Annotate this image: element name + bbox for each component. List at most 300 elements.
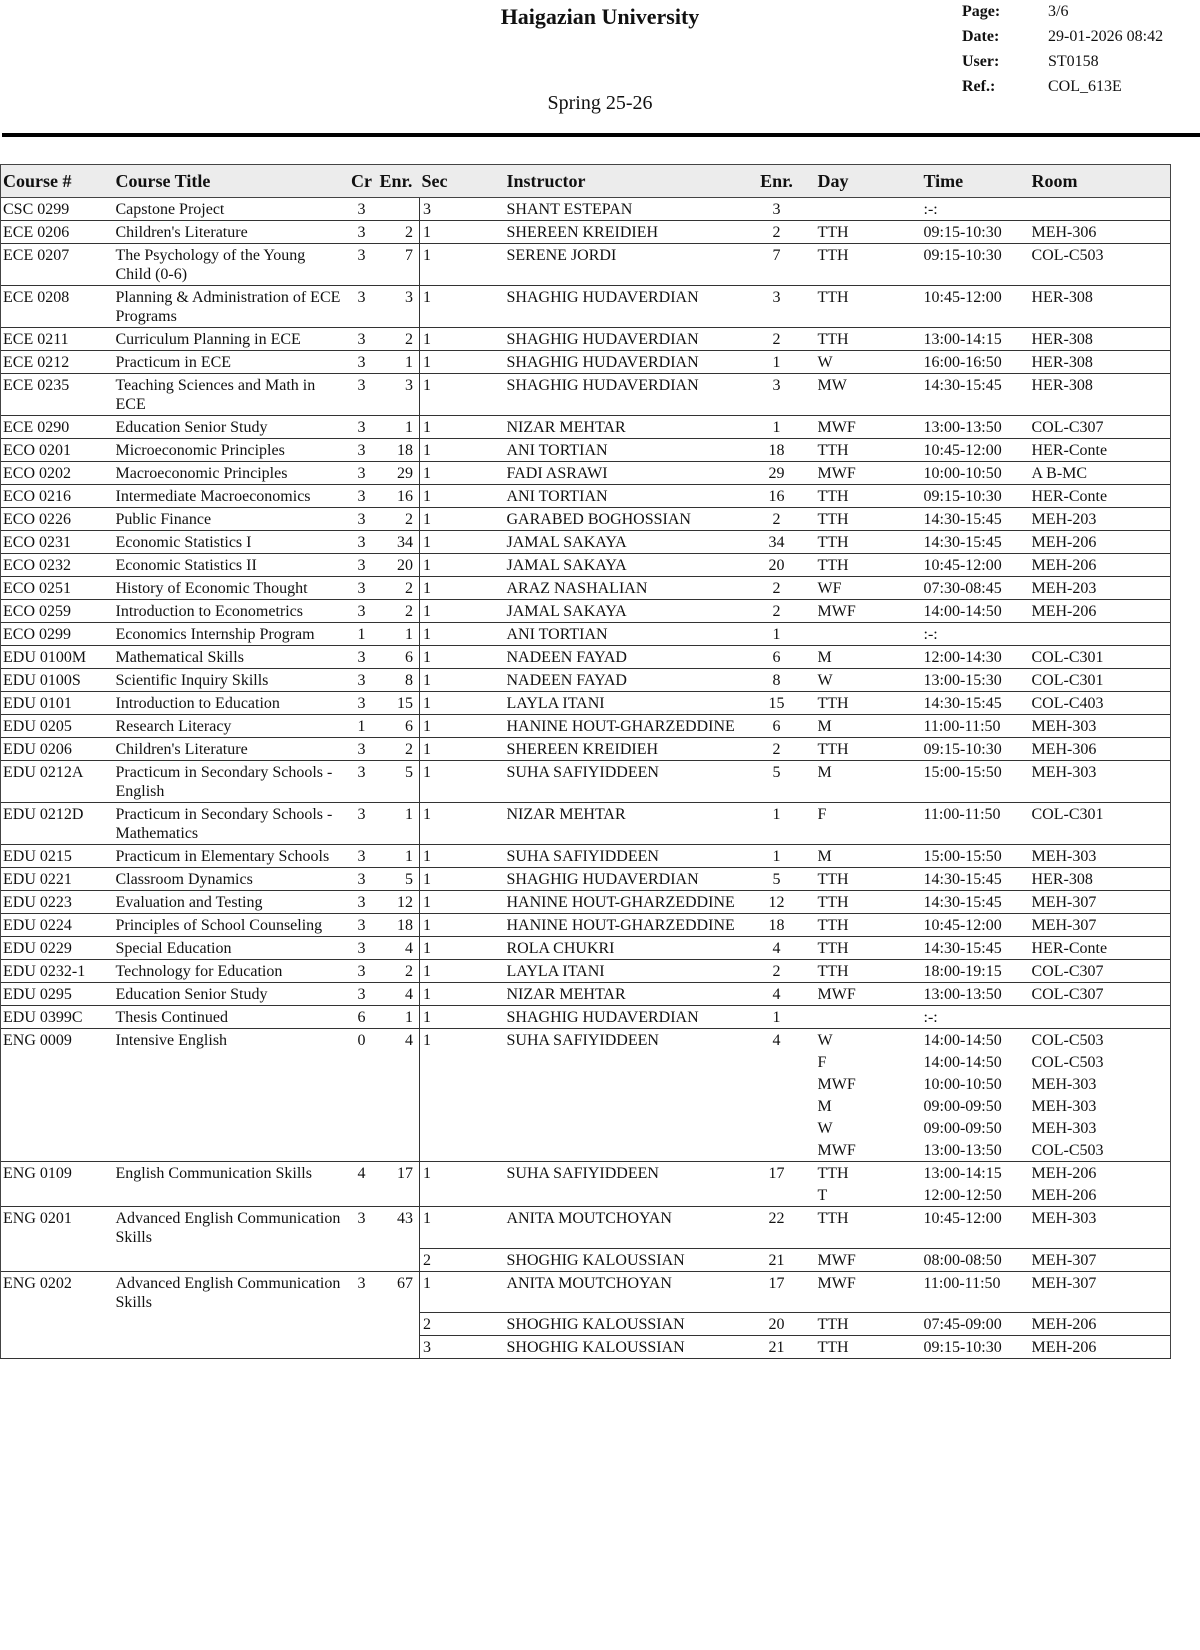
course-title: Intermediate Macroeconomics: [114, 485, 346, 508]
table-row: [1, 692, 1171, 715]
instructor-name: SHOGHIG KALOUSSIAN: [505, 1248, 738, 1271]
total-enrollment: 2: [378, 577, 420, 600]
meeting-day: MWF: [816, 462, 922, 485]
section-enrollment: 6: [738, 646, 816, 669]
section-enrollment: 4: [738, 1029, 816, 1052]
table-row: [1, 803, 1171, 845]
course-title: Classroom Dynamics: [114, 868, 346, 891]
credits: 3: [346, 374, 378, 416]
course-title: The Psychology of the Young Child (0-6): [114, 244, 346, 286]
total-enrollment: 3: [378, 286, 420, 328]
col-header-day: Day: [816, 165, 922, 198]
meeting-room: MEH-303: [1030, 715, 1171, 738]
credits: 3: [346, 508, 378, 531]
meeting-day: W: [817, 1120, 833, 1137]
meeting-room: HER-Conte: [1030, 937, 1171, 960]
meeting-time: 14:30-15:45: [922, 508, 1030, 531]
section-enrollment: 21: [738, 1336, 816, 1359]
total-enrollment: 34: [378, 531, 420, 554]
instructor-name: SHAGHIG HUDAVERDIAN: [505, 351, 738, 374]
meeting-day: TTH: [816, 1313, 922, 1336]
course-code: [1, 1248, 114, 1271]
meeting-day: TTH: [816, 328, 922, 351]
meeting-room: COL-C301: [1030, 646, 1171, 669]
instructor-name: SUHA SAFIYIDDEEN: [505, 1162, 738, 1185]
course-code: EDU 0212D: [1, 803, 114, 845]
meeting-time: 10:00-10:50: [922, 462, 1030, 485]
total-enrollment: [378, 1095, 420, 1117]
meeting-time: 14:30-15:45: [922, 937, 1030, 960]
col-header-section: Sec: [420, 165, 505, 198]
meeting-time: 07:45-09:00: [922, 1313, 1030, 1336]
section-number: [420, 1139, 505, 1162]
table-row: [1, 738, 1171, 761]
instructor-name: SHAGHIG HUDAVERDIAN: [505, 286, 738, 328]
meeting-time: 13:00-14:15: [922, 1162, 1030, 1185]
instructor-name: LAYLA ITANI: [505, 692, 738, 715]
meta-value: COL_613E: [1048, 78, 1122, 95]
credits: 6: [346, 1006, 378, 1029]
meeting-day: W: [816, 669, 922, 692]
total-enrollment: 12: [378, 891, 420, 914]
credits: 3: [346, 669, 378, 692]
section-number: 1: [420, 221, 505, 244]
col-header-credits: Cr: [346, 165, 378, 198]
course-code: EDU 0229: [1, 937, 114, 960]
table-row: [1, 485, 1171, 508]
col-header-section-enrollment: Enr.: [738, 165, 816, 198]
table-row: [1, 1162, 1171, 1185]
meta-label: User:: [962, 53, 1000, 70]
meeting-room: COL-C403: [1030, 692, 1171, 715]
table-row: [1, 1248, 1171, 1271]
section-enrollment: 3: [738, 286, 816, 328]
course-title: Special Education: [114, 937, 346, 960]
section-number: 1: [420, 244, 505, 286]
course-title: Children's Literature: [114, 738, 346, 761]
course-code: ECE 0212: [1, 351, 114, 374]
meeting-day: MWF: [816, 416, 922, 439]
meeting-room: COL-C301: [1030, 669, 1171, 692]
meeting-room: [1030, 198, 1171, 221]
meeting-room: HER-308: [1030, 351, 1171, 374]
course-title: Principles of School Counseling: [114, 914, 346, 937]
total-enrollment: 2: [378, 328, 420, 351]
credits: 1: [346, 623, 378, 646]
course-title: Planning & Administration of ECE Programs: [114, 286, 346, 328]
credits: [346, 1336, 378, 1359]
meta-label: Page:: [962, 3, 1001, 20]
total-enrollment: 7: [378, 244, 420, 286]
section-number: 1: [420, 462, 505, 485]
credits: [346, 1184, 378, 1207]
meeting-time: 11:00-11:50: [922, 715, 1030, 738]
course-title: Intensive English: [114, 1029, 346, 1052]
meeting-day: [816, 1006, 922, 1029]
table-row: [1, 937, 1171, 960]
meeting-day: TTH: [816, 692, 922, 715]
course-code: ENG 0201: [1, 1207, 114, 1249]
section-enrollment: 21: [738, 1248, 816, 1271]
table-row: [1, 328, 1171, 351]
table-row: [1, 286, 1171, 328]
instructor-name: HANINE HOUT-GHARZEDDINE: [505, 715, 738, 738]
credits: [346, 1139, 378, 1162]
credits: 3: [346, 485, 378, 508]
meeting-day: TTH: [816, 531, 922, 554]
meeting-time: 10:45-12:00: [922, 439, 1030, 462]
credits: 3: [346, 351, 378, 374]
meeting-time: 13:00-13:50: [923, 1142, 1002, 1159]
total-enrollment: 43: [378, 1207, 420, 1249]
section-enrollment: 1: [738, 845, 816, 868]
course-title: Practicum in Secondary Schools - Mathematics: [114, 803, 346, 845]
section-enrollment: 20: [738, 554, 816, 577]
meeting-room: COL-C503: [1030, 244, 1171, 286]
meta-value: 29-01-2026 08:42: [1048, 28, 1164, 45]
total-enrollment: 2: [378, 960, 420, 983]
meta-page: [962, 3, 1163, 28]
credits: 3: [346, 738, 378, 761]
instructor-name: LAYLA ITANI: [505, 960, 738, 983]
total-enrollment: [378, 1248, 420, 1271]
total-enrollment: 1: [378, 845, 420, 868]
instructor-name: [505, 1095, 738, 1117]
course-title: Economics Internship Program: [114, 623, 346, 646]
meeting-day: TTH: [816, 1336, 922, 1359]
course-code: EDU 0100M: [1, 646, 114, 669]
course-code: EDU 0224: [1, 914, 114, 937]
meeting-day: TTH: [816, 286, 922, 328]
meeting-day: TTH: [816, 1162, 922, 1185]
instructor-name: ANI TORTIAN: [505, 623, 738, 646]
instructor-name: ROLA CHUKRI: [505, 937, 738, 960]
total-enrollment: 2: [378, 508, 420, 531]
section-enrollment: 4: [738, 983, 816, 1006]
course-code: ECE 0208: [1, 286, 114, 328]
course-title: Evaluation and Testing: [114, 891, 346, 914]
total-enrollment: 16: [378, 485, 420, 508]
section-number: 1: [420, 803, 505, 845]
section-enrollment: 2: [738, 328, 816, 351]
table-row: [1, 1029, 1171, 1052]
meeting-room: MEH-307: [1030, 1271, 1171, 1313]
course-title: Introduction to Education: [114, 692, 346, 715]
col-header-room: Room: [1030, 165, 1171, 198]
meeting-day: M: [816, 715, 922, 738]
course-title: Mathematical Skills: [114, 646, 346, 669]
course-title: [114, 1051, 346, 1073]
meta-user: [962, 53, 1163, 78]
credits: 1: [346, 715, 378, 738]
table-row: [1, 761, 1171, 803]
meeting-time: 08:00-08:50: [922, 1248, 1030, 1271]
section-enrollment: 3: [738, 374, 816, 416]
meeting-time: :-:: [922, 1006, 1030, 1029]
total-enrollment: 18: [378, 914, 420, 937]
total-enrollment: 15: [378, 692, 420, 715]
course-schedule-table: [0, 164, 1171, 1359]
total-enrollment: 3: [378, 374, 420, 416]
instructor-name: SHEREEN KREIDIEH: [505, 738, 738, 761]
meeting-time: :-:: [922, 623, 1030, 646]
meta-value: ST0158: [1048, 53, 1099, 70]
meeting-room: HER-308: [1030, 328, 1171, 351]
meeting-day: MWF: [816, 983, 922, 1006]
course-code: EDU 0205: [1, 715, 114, 738]
meeting-room: A B-MC: [1030, 462, 1171, 485]
course-title: [114, 1248, 346, 1271]
table-row: [1, 374, 1171, 416]
section-number: [420, 1117, 505, 1139]
section-number: 1: [420, 937, 505, 960]
credits: [346, 1051, 378, 1073]
total-enrollment: 2: [378, 221, 420, 244]
instructor-name: NADEEN FAYAD: [505, 646, 738, 669]
meeting-time: 13:00-14:15: [922, 328, 1030, 351]
credits: 4: [346, 1162, 378, 1185]
course-code: EDU 0206: [1, 738, 114, 761]
course-code: ENG 0109: [1, 1162, 114, 1185]
section-enrollment: 17: [738, 1271, 816, 1313]
col-header-course-code: Course #: [1, 165, 114, 198]
course-code: ECO 0259: [1, 600, 114, 623]
table-row: [1, 1095, 1171, 1117]
instructor-name: HANINE HOUT-GHARZEDDINE: [505, 914, 738, 937]
section-number: 1: [420, 531, 505, 554]
meeting-room: COL-C307: [1030, 416, 1171, 439]
total-enrollment: [378, 1073, 420, 1095]
section-number: 1: [420, 374, 505, 416]
section-enrollment: 29: [738, 462, 816, 485]
meeting-room: HER-308: [1030, 374, 1171, 416]
instructor-name: SUHA SAFIYIDDEEN: [505, 845, 738, 868]
meeting-day: MWF: [816, 600, 922, 623]
meeting-room: MEH-306: [1030, 738, 1171, 761]
instructor-name: NIZAR MEHTAR: [505, 983, 738, 1006]
meeting-day: MWF: [816, 1248, 922, 1271]
total-enrollment: 67: [378, 1271, 420, 1313]
section-number: 1: [420, 439, 505, 462]
total-enrollment: 17: [378, 1162, 420, 1185]
section-enrollment: 2: [738, 221, 816, 244]
section-number: 1: [420, 669, 505, 692]
credits: 3: [346, 221, 378, 244]
meeting-room: COL-C301: [1030, 803, 1171, 845]
instructor-name: SHAGHIG HUDAVERDIAN: [505, 374, 738, 416]
course-title: Economic Statistics I: [114, 531, 346, 554]
meta-date: [962, 28, 1163, 53]
meeting-room: MEH-203: [1030, 508, 1171, 531]
meeting-time: 09:15-10:30: [922, 221, 1030, 244]
table-row: [1, 669, 1171, 692]
instructor-name: SERENE JORDI: [505, 244, 738, 286]
course-title: Thesis Continued: [114, 1006, 346, 1029]
instructor-name: SHOGHIG KALOUSSIAN: [505, 1313, 738, 1336]
course-title: [114, 1117, 346, 1139]
course-code: ECO 0216: [1, 485, 114, 508]
section-enrollment: 2: [738, 577, 816, 600]
table-row: [1, 623, 1171, 646]
instructor-name: NADEEN FAYAD: [505, 669, 738, 692]
section-enrollment: [738, 1073, 816, 1095]
meeting-room: COL-C503: [1030, 1051, 1171, 1073]
meeting-day: [816, 623, 922, 646]
section-enrollment: [738, 1051, 816, 1073]
meeting-time: 10:45-12:00: [922, 286, 1030, 328]
meeting-day: TTH: [816, 891, 922, 914]
course-title: [114, 1095, 346, 1117]
table-row: [1, 1271, 1171, 1313]
course-code: [1, 1051, 114, 1073]
credits: 3: [346, 577, 378, 600]
meeting-room: MEH-307: [1030, 891, 1171, 914]
section-enrollment: [738, 1184, 816, 1207]
credits: 3: [346, 244, 378, 286]
total-enrollment: 8: [378, 669, 420, 692]
meta-value: 3/6: [1048, 3, 1069, 20]
section-enrollment: 1: [738, 1006, 816, 1029]
course-code: ENG 0009: [1, 1029, 114, 1052]
section-number: 1: [420, 738, 505, 761]
instructor-name: [505, 1117, 738, 1139]
section-number: 1: [420, 914, 505, 937]
section-number: [420, 1184, 505, 1207]
meeting-time: 14:30-15:45: [922, 868, 1030, 891]
total-enrollment: 4: [378, 937, 420, 960]
section-enrollment: [738, 1139, 816, 1162]
total-enrollment: 1: [378, 416, 420, 439]
section-enrollment: 18: [738, 439, 816, 462]
section-enrollment: 20: [738, 1313, 816, 1336]
meeting-day: TTH: [816, 937, 922, 960]
course-code: ENG 0202: [1, 1271, 114, 1313]
table-row: [1, 715, 1171, 738]
course-code: ECO 0232: [1, 554, 114, 577]
section-enrollment: 1: [738, 623, 816, 646]
course-title: [114, 1336, 346, 1359]
meeting-time: 15:00-15:50: [922, 761, 1030, 803]
credits: 3: [346, 914, 378, 937]
credits: [346, 1095, 378, 1117]
course-title: [114, 1184, 346, 1207]
total-enrollment: 4: [378, 983, 420, 1006]
table-row: [1, 462, 1171, 485]
meeting-day: TTH: [816, 439, 922, 462]
section-enrollment: 18: [738, 914, 816, 937]
section-enrollment: 17: [738, 1162, 816, 1185]
course-code: [1, 1139, 114, 1162]
table-row: [1, 891, 1171, 914]
meeting-time: 09:15-10:30: [922, 485, 1030, 508]
course-code: ECO 0299: [1, 623, 114, 646]
section-number: 2: [420, 1313, 505, 1336]
table-row: [1, 1006, 1171, 1029]
section-enrollment: 2: [738, 960, 816, 983]
total-enrollment: 6: [378, 646, 420, 669]
table-row: [1, 1313, 1171, 1336]
course-title: Curriculum Planning in ECE: [114, 328, 346, 351]
meeting-time: :-:: [923, 201, 938, 218]
table-row: [1, 960, 1171, 983]
total-enrollment: [378, 1313, 420, 1336]
instructor-name: SHAGHIG HUDAVERDIAN: [505, 868, 738, 891]
section-number: 1: [420, 891, 505, 914]
meeting-time: 10:45-12:00: [922, 1207, 1030, 1249]
section-number: [420, 1095, 505, 1117]
meeting-time: 09:00-09:50: [923, 1098, 1002, 1115]
table-header-row: [1, 165, 1171, 198]
total-enrollment: 29: [378, 462, 420, 485]
section-number: 1: [420, 845, 505, 868]
course-code: EDU 0223: [1, 891, 114, 914]
section-number: 1: [420, 623, 505, 646]
table-row: [1, 508, 1171, 531]
course-code: [1, 1336, 114, 1359]
course-code: EDU 0212A: [1, 761, 114, 803]
credits: 3: [346, 1207, 378, 1249]
section-number: 3: [420, 1336, 505, 1359]
meeting-day: MWF: [817, 1076, 856, 1093]
meeting-time: 07:30-08:45: [922, 577, 1030, 600]
total-enrollment: 2: [378, 600, 420, 623]
course-code: EDU 0101: [1, 692, 114, 715]
total-enrollment: [378, 198, 420, 221]
meeting-time: 14:30-15:45: [922, 531, 1030, 554]
course-code: CSC 0299: [1, 198, 114, 221]
meeting-time: 10:45-12:00: [922, 554, 1030, 577]
meeting-time: 14:00-14:50: [923, 1054, 1002, 1071]
instructor-name: FADI ASRAWI: [505, 462, 738, 485]
course-code: EDU 0215: [1, 845, 114, 868]
credits: 3: [346, 646, 378, 669]
section-enrollment: 8: [738, 669, 816, 692]
meeting-room: HER-Conte: [1030, 485, 1171, 508]
total-enrollment: 5: [378, 868, 420, 891]
table-row: [1, 221, 1171, 244]
instructor-name: [505, 1073, 738, 1095]
credits: 3: [346, 439, 378, 462]
table-row: [1, 983, 1171, 1006]
course-title: Scientific Inquiry Skills: [114, 669, 346, 692]
meeting-day: TTH: [816, 960, 922, 983]
section-enrollment: 3: [772, 201, 781, 218]
instructor-name: [505, 1184, 738, 1207]
table-row: [1, 1184, 1171, 1207]
meeting-room: MEH-306: [1030, 221, 1171, 244]
table-row: [1, 868, 1171, 891]
meeting-time: 10:45-12:00: [922, 914, 1030, 937]
meeting-day: W: [816, 1029, 922, 1052]
instructor-name: JAMAL SAKAYA: [505, 600, 738, 623]
section-number: 1: [420, 328, 505, 351]
section-number: 1: [420, 692, 505, 715]
meeting-time: 14:30-15:45: [922, 374, 1030, 416]
table-row: [1, 416, 1171, 439]
col-header-course-title: Course Title: [114, 165, 346, 198]
meeting-day: M: [816, 646, 922, 669]
meeting-room: MEH-206: [1030, 1336, 1171, 1359]
instructor-name: SUHA SAFIYIDDEEN: [505, 761, 738, 803]
course-code: EDU 0100S: [1, 669, 114, 692]
instructor-name: SUHA SAFIYIDDEEN: [505, 1029, 738, 1052]
section-number: 1: [420, 868, 505, 891]
table-row: [1, 351, 1171, 374]
meeting-day: MW: [816, 374, 922, 416]
course-title: Children's Literature: [114, 221, 346, 244]
credits: 3: [346, 462, 378, 485]
course-title: Practicum in Elementary Schools: [114, 845, 346, 868]
